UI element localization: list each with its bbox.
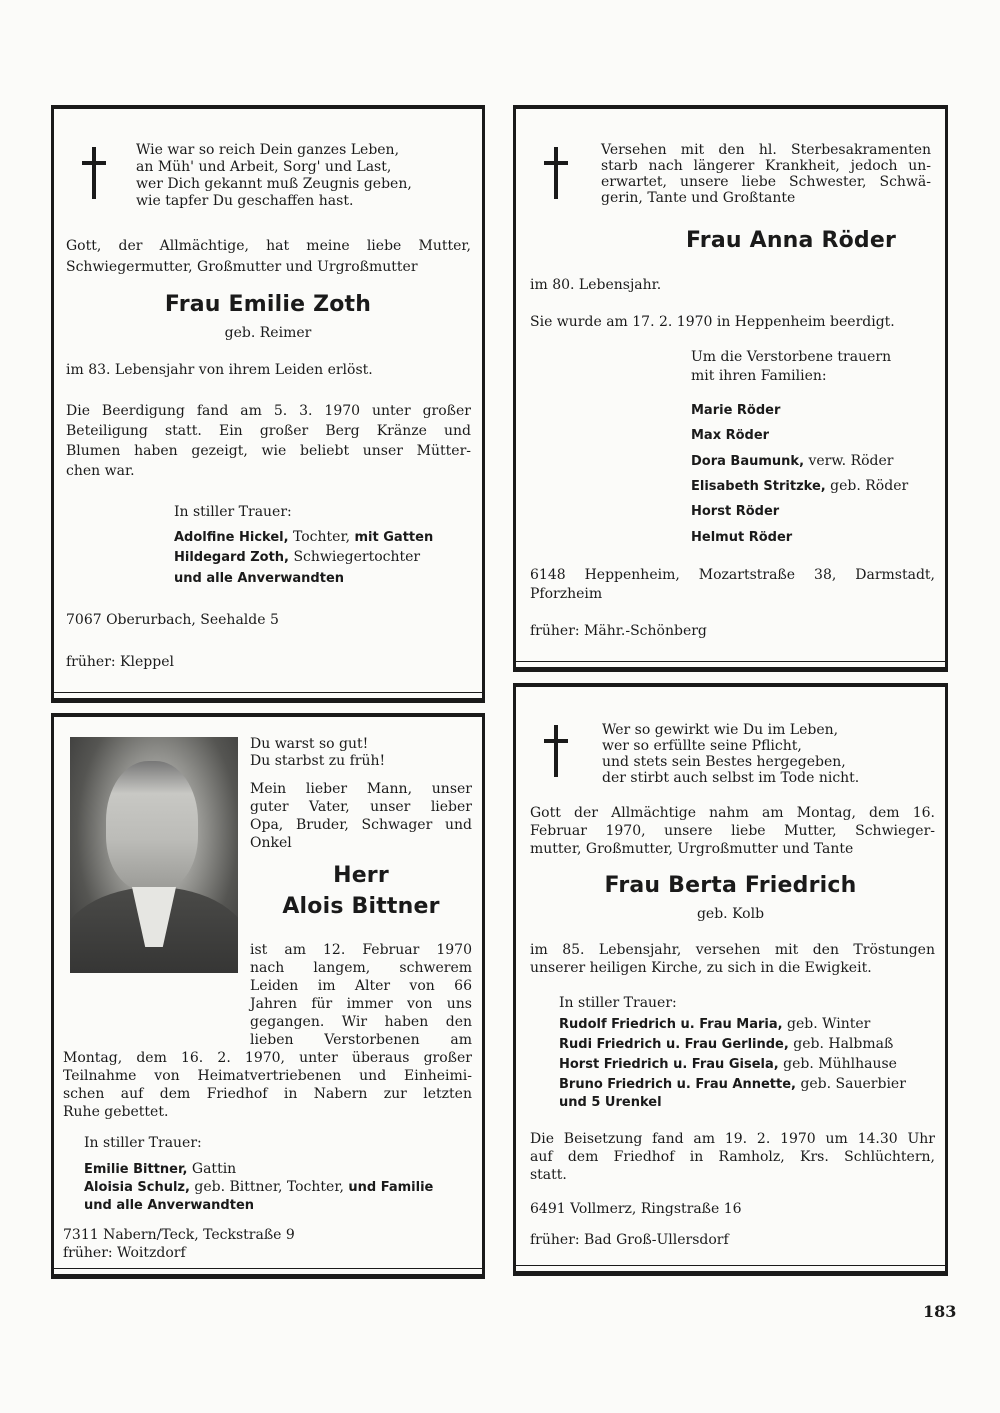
deceased-name: Alois Bittner [282, 894, 440, 919]
body-line: lieben Verstorbenen am [250, 1032, 472, 1048]
verse-line: Du starbst zu früh! [250, 753, 386, 769]
address: 7067 Oberurbach, Seehalde 5 [66, 612, 279, 628]
verse-line: wer so erfüllte seine Pflicht, [602, 738, 802, 754]
mourner-line [174, 529, 433, 546]
mourner-relation: Gattin [191, 1161, 237, 1177]
mourner-line [691, 529, 792, 546]
mourner-name: Dora Baumunk, [691, 454, 805, 469]
verse-line: Du warst so gut! [250, 736, 369, 752]
mourner-tail: mit Gatten [354, 530, 434, 545]
birth-name: geb. Kolb [696, 906, 765, 922]
mourning-line: Um die Verstorbene trauern [691, 349, 892, 365]
address: 6491 Vollmerz, Ringstraße 16 [530, 1201, 742, 1217]
verse-line: wer Dich gekannt muß Zeugnis geben, [136, 176, 412, 192]
mourner-line [691, 453, 894, 470]
intro-line: Gott der Allmächtige nahm am Montag, dem 16. [530, 805, 935, 821]
funeral-line: chen war. [66, 463, 135, 479]
mourner-relation: Tochter, [293, 529, 351, 545]
page-number: 183 [923, 1302, 957, 1321]
mourner-name: Horst Friedrich u. Frau Gisela, [559, 1057, 779, 1072]
mourner-line [84, 1179, 433, 1196]
deceased-name: Frau Anna Röder [685, 228, 897, 253]
intro-line: Onkel [250, 835, 292, 851]
body-line: Leiden im Alter von 66 [250, 978, 472, 994]
mourner-name: Max Röder [691, 428, 770, 443]
mourner-tail: und Familie [348, 1180, 434, 1195]
body-line: nach langem, schwerem [250, 960, 472, 976]
mourner-name: Emilie Bittner, [84, 1162, 188, 1177]
mourner-relation: geb. Röder [830, 478, 909, 494]
mourner-relation: geb. Bittner, Tochter, [194, 1179, 344, 1195]
notice-berta-friedrich [513, 683, 948, 1276]
mourner-name: Adolfine Hickel, [174, 530, 289, 545]
mourning-label: In stiller Trauer: [174, 504, 292, 520]
mourner-relation: geb. Winter [787, 1016, 871, 1032]
mourner-name: Marie Röder [691, 403, 781, 418]
deceased-name: Frau Berta Friedrich [604, 873, 857, 898]
verse-line: wie tapfer Du geschaffen hast. [136, 193, 354, 209]
notice-emilie-zoth [51, 105, 485, 703]
mourner-line [559, 1094, 662, 1111]
verse-line: der stirbt auch selbst im Tode nicht. [602, 770, 860, 786]
mourner-name: Horst Röder [691, 504, 780, 519]
funeral-line: Beteiligung statt. Ein großer Berg Kränze und [66, 423, 471, 439]
intro-line: Gott, der Allmächtige, hat meine liebe Mutter, [66, 238, 471, 254]
body-line: Ruhe gebettet. [63, 1104, 169, 1120]
mourner-name: und alle Anverwandten [84, 1198, 255, 1213]
mourner-relation: geb. Mühlhause [783, 1056, 897, 1072]
notice-anna-roeder [513, 105, 948, 672]
mourner-line [691, 402, 780, 419]
mourner-line [691, 427, 769, 444]
mourner-line [559, 1016, 870, 1033]
funeral-line: Blumen haben gezeigt, wie beliebt unser Mütter- [66, 443, 471, 459]
mourner-name: und alle Anverwandten [174, 571, 345, 586]
intro-line: Opa, Bruder, Schwager und [250, 817, 472, 833]
age-line: im 85. Lebensjahr, versehen mit den Tröstungen [530, 942, 935, 958]
mourner-line [84, 1161, 236, 1178]
body-line: gegangen. Wir haben den [250, 1014, 472, 1030]
age-line: im 83. Lebensjahr von ihrem Leiden erlöst. [66, 362, 373, 378]
address-line: 6148 Heppenheim, Mozartstraße 38, Darmstadt, [530, 567, 935, 583]
cross-icon [544, 147, 568, 199]
address-line: Pforzheim [530, 586, 603, 602]
mourner-line [691, 478, 908, 495]
body-line: Jahren für immer von uns [250, 996, 472, 1012]
intro-line: Februar 1970, unsere liebe Mutter, Schwieger- [530, 823, 935, 839]
mourning-line: mit ihren Familien: [691, 368, 827, 384]
mourning-label: In stiller Trauer: [559, 995, 677, 1011]
mourner-relation: Schwiegertochter [293, 549, 421, 565]
former-residence: früher: Mähr.-Schönberg [530, 623, 707, 639]
age-line: unserer heiligen Kirche, zu sich in die Ewigkeit. [530, 960, 872, 976]
mourner-name: Elisabeth Stritzke, [691, 479, 826, 494]
verse-line: an Müh' und Arbeit, Sorg' und Last, [136, 159, 392, 175]
intro-line: guter Vater, unser lieber [250, 799, 472, 815]
intro-line: starb nach längerer Krankheit, jedoch un- [601, 158, 931, 174]
mourner-name: Rudolf Friedrich u. Frau Maria, [559, 1017, 783, 1032]
deceased-name: Frau Emilie Zoth [164, 292, 372, 317]
mourner-line [84, 1197, 254, 1214]
body-line: Teilnahme von Heimatvertriebenen und Einheimi- [63, 1068, 472, 1084]
mourner-relation: geb. Halbmaß [793, 1036, 894, 1052]
intro-line: Versehen mit den hl. Sterbesakramenten [601, 142, 931, 158]
burial-line: statt. [530, 1167, 567, 1183]
cross-icon [82, 147, 106, 199]
mourner-name: Aloisia Schulz, [84, 1180, 190, 1195]
mourner-name: Rudi Friedrich u. Frau Gerlinde, [559, 1037, 789, 1052]
address: 7311 Nabern/Teck, Teckstraße 9 [63, 1227, 295, 1243]
age-line: im 80. Lebensjahr. [530, 277, 662, 293]
cross-icon [544, 725, 568, 777]
mourner-line [174, 570, 344, 587]
mourner-line [691, 503, 779, 520]
body-line: Montag, dem 16. 2. 1970, unter überaus großer [63, 1050, 472, 1066]
funeral-line: Sie wurde am 17. 2. 1970 in Heppenheim beerdigt. [530, 314, 895, 330]
mourner-line [559, 1036, 893, 1053]
mourning-label: In stiller Trauer: [84, 1135, 202, 1151]
mourner-name: Helmut Röder [691, 530, 793, 545]
mourner-line [174, 549, 420, 566]
former-residence: früher: Kleppel [66, 654, 174, 670]
funeral-line: Die Beerdigung fand am 5. 3. 1970 unter großer [66, 403, 471, 419]
intro-line: gerin, Tante und Großtante [601, 190, 796, 206]
mourner-line [559, 1056, 897, 1073]
deceased-title: Herr [333, 863, 389, 888]
verse-line: und stets sein Bestes hergegeben, [602, 754, 846, 770]
intro-line: Schwiegermutter, Großmutter und Urgroßmutter [66, 259, 418, 275]
intro-line: erwartet, unsere liebe Schwester, Schwä- [601, 174, 931, 190]
birth-name: geb. Reimer [224, 325, 312, 341]
mourner-line [559, 1076, 906, 1093]
former-residence: früher: Woitzdorf [63, 1245, 186, 1261]
intro-line: mutter, Großmutter, Urgroßmutter und Tante [530, 841, 854, 857]
burial-line: auf dem Friedhof in Ramholz, Krs. Schlüchtern, [530, 1149, 935, 1165]
burial-line: Die Beisetzung fand am 19. 2. 1970 um 14.30 Uhr [530, 1131, 935, 1147]
mourner-relation: geb. Sauerbier [800, 1076, 906, 1092]
mourner-relation: verw. Röder [808, 453, 894, 469]
intro-line: Mein lieber Mann, unser [250, 781, 472, 797]
mourner-name: Bruno Friedrich u. Frau Annette, [559, 1077, 796, 1092]
body-line: schen auf dem Friedhof in Nabern zur letzten [63, 1086, 472, 1102]
former-residence: früher: Bad Groß-Ullersdorf [530, 1232, 729, 1248]
mourner-name: Hildegard Zoth, [174, 550, 290, 565]
portrait-photo [70, 737, 238, 973]
body-line: ist am 12. Februar 1970 [250, 942, 472, 958]
verse-line: Wer so gewirkt wie Du im Leben, [602, 722, 839, 738]
verse-line: Wie war so reich Dein ganzes Leben, [136, 142, 400, 158]
mourner-name: und 5 Urenkel [559, 1095, 662, 1110]
